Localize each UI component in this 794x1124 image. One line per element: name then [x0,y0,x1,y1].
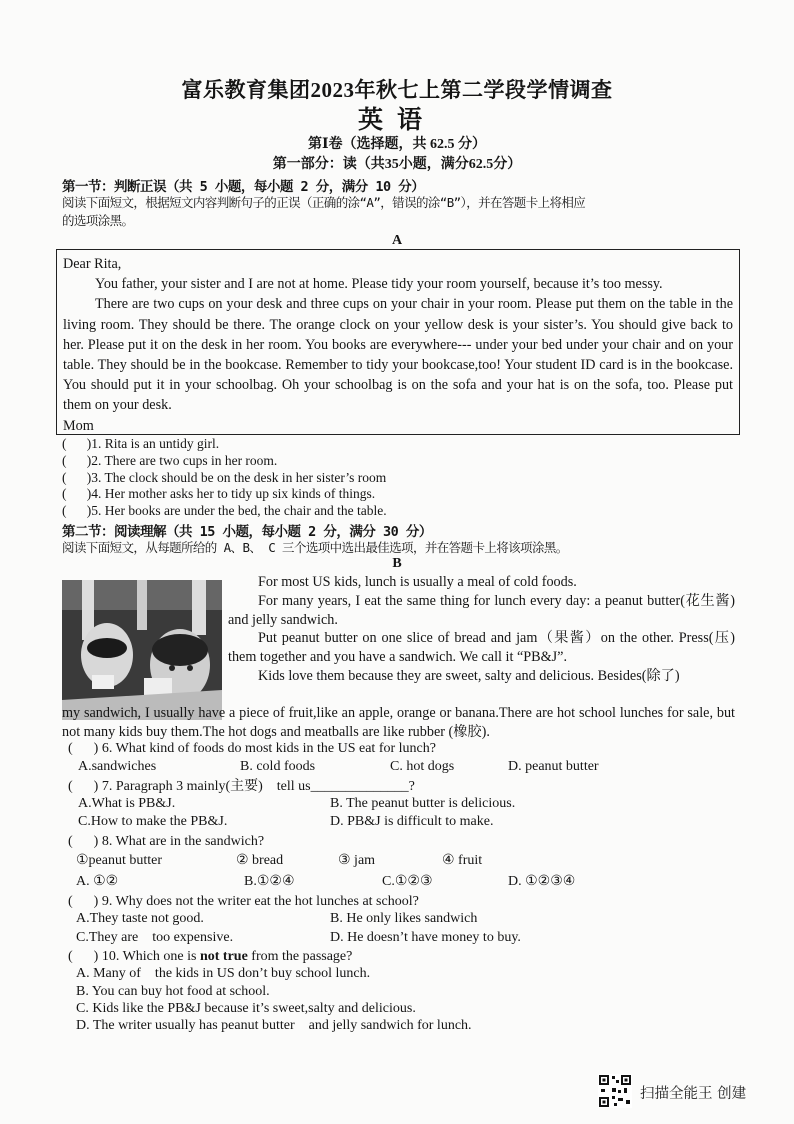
volume-heading: 第Ⅰ卷（选择题，共 62.5 分） [307,137,487,152]
section1-heading: 第一节：判断正误（共 5 小题，每小题 2 分，满分 10 分） [62,179,425,195]
statement-4: ( )4. Her mother asks her to tidy up six kinds of things. [62,486,376,502]
passage-b-paragraph-3: Put peanut butter on one slice of bread and jam（果酱）on the other. Press(压) them together and you have a sandwich. We call it “PB&J”. [228,630,735,666]
statement-5: ( )5. Her books are under the bed, the chair and the table. [62,503,387,519]
letter-paragraph-1: You father, your sister and I are not at home. Please tidy your room yourself, because it’s too messy. [95,276,663,293]
statement-3: ( )3. The clock should be on the desk in her sister’s room [62,469,387,485]
statement-2: ( )2. There are two cups in her room. [62,452,278,468]
question-9-option-a: A.They taste not good. [76,911,204,926]
letter-box [56,249,740,435]
question-8-option-c: C.①②③ [382,874,433,889]
true-false-list [62,436,387,520]
question-7-option-b: B. The peanut butter is delicious. [330,796,516,811]
question-9-option-c: C.They are too expensive. [76,930,234,945]
question-6-option-c: C. hot dogs [390,759,455,774]
passage-b-label: B [392,556,402,571]
passage-b [228,573,735,686]
question-10-option-b: B. You can buy hot food at school. [76,984,270,999]
question-9-option-b: B. He only likes sandwich [330,911,478,926]
question-9-option-d: D. He doesn’t have money to buy. [330,930,521,945]
question-8-item-2: ② bread [236,853,284,868]
question-7-option-c: C.How to make the PB&J. [78,814,228,829]
passage-b-paragraph-4-continued: my sandwich, I usually have a piece of fruit,like an apple, orange or banana.There are hot school lunches for sale, but not many kids buy them.The hot dogs and meatballs are like rubber (橡胶). [62,705,735,740]
question-9-stem: ( ) 9. Why does not the writer eat the hot lunches at school? [68,894,419,909]
question-10-option-a: A. Many of the kids in US don’t buy school lunch. [76,966,371,981]
section1-instruction-line1: 阅读下面短文，根据短文内容判断句子的正误（正确的涂“A”，错误的涂“B”），并在答题卡上将相应 [62,195,586,210]
question-8-item-4: ④ fruit [442,853,483,868]
passage-b-paragraph-2: For many years, I eat the same thing for lunch every day: a peanut butter(花生酱) and jelly sandwich. [228,592,735,628]
qr-code-icon [598,1074,632,1108]
question-10-stem-emphasis: not true [199,949,248,964]
question-7-option-d: D. PB&J is difficult to make. [330,814,494,829]
section2-instruction: 阅读下面短文，从每题所给的 A、B、 C 三个选项中选出最佳选项，并在答题卡上将该项涂黑。 [62,540,568,555]
section2-heading: 第二节：阅读理解（共 15 小题，每小题 2 分，满分 30 分） [62,524,432,540]
question-8-stem: ( ) 8. What are in the sandwich? [68,834,265,849]
question-8-item-1: ①peanut butter [76,853,163,868]
subject-title: 英语 [357,107,436,134]
question-8-option-d: D. ①②③④ [508,874,576,889]
question-10-stem-start: ( ) 10. Which one is [68,949,200,964]
letter-greeting: Dear Rita, [63,256,122,272]
question-8-option-a: A. ①② [76,874,119,889]
statement-1: ( )1. Rita is an untidy girl. [62,436,220,451]
question-10-option-d: D. The writer usually has peanut butter and jelly sandwich for lunch. [76,1018,472,1033]
question-10-stem [68,948,352,966]
passage-b-paragraph-4: Kids love them because they are sweet, salty and delicious. Besides(除了) [258,667,680,684]
question-6-option-d: D. peanut butter [508,759,599,774]
question-6-option-b: B. cold foods [240,759,316,774]
letter-paragraph-2: There are two cups on your desk and three cups on your chair in your room. Please put them on the table in the living room. They should be there. The orange clock on your yellow desk is your sister’s. You should give back to her. Please put it on the desk in her room. You books are everywhere--- under your bed under your chair and on your table. They should be in the bookcase. Remember to tidy your bookcase,too! Your student ID card is in the bookcase. You should put it in your schoolbag. Oh your schoolbag is on the sofa and your hat is on the sofa, too. Please put them on your desk. [63,296,733,414]
section1-instruction-line2: 的选项涂黑。 [62,213,134,228]
passage-a-label: A [391,233,403,248]
part-heading: 第一部分：读（共35小题，满分62.5分） [272,157,522,172]
kids-eating-photo [62,580,222,720]
question-8-option-b: B.①②④ [244,874,295,889]
question-7-option-a: A.What is PB&J. [78,796,176,811]
question-6-stem: ( ) 6. What kind of foods do most kids in the US eat for lunch? [68,741,436,756]
question-10-option-c: C. Kids like the PB&J because it’s sweet,salty and delicious. [76,1001,416,1016]
passage-b-paragraph-1: For most US kids, lunch is usually a meal of cold foods. [258,574,577,590]
question-10-stem-end: from the passage? [247,949,353,964]
question-8-item-3: ③ jam [338,853,376,868]
question-6-option-a: A.sandwiches [78,759,157,774]
exam-title: 富乐教育集团2023年秋七上第二学段学情调查 [181,78,613,102]
letter-signature: Mom [63,417,94,434]
question-7-stem: ( ) 7. Paragraph 3 mainly(主要) tell us______________? [68,779,415,794]
scanner-watermark-text: 扫描全能王 创建 [640,1086,747,1102]
